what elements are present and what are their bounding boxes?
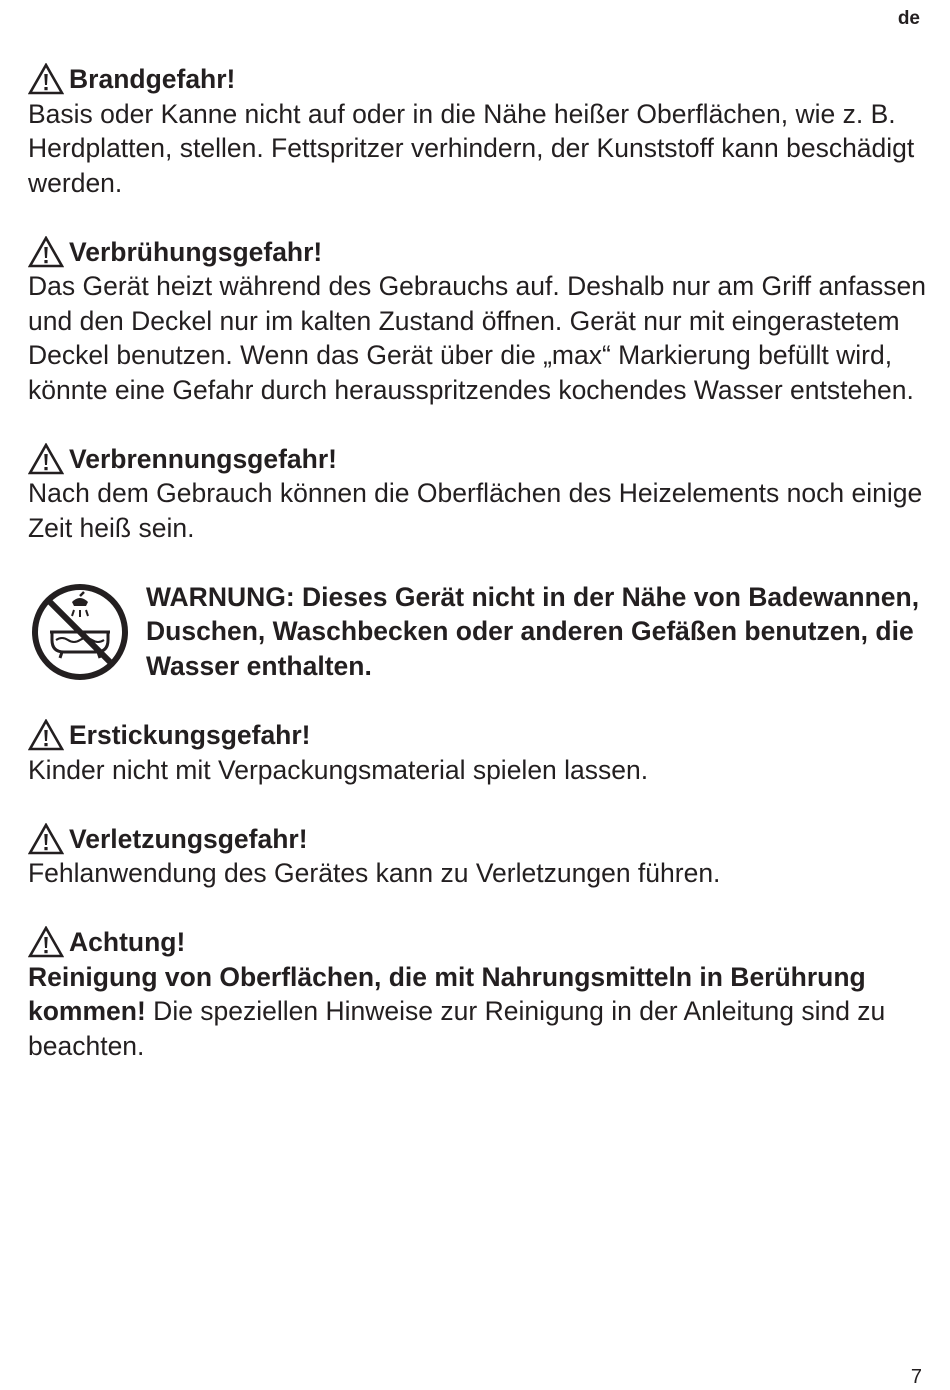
- bath-warning-text: WARNUNG: Dieses Gerät nicht in der Nähe von Badewannen, Duschen, Waschbecken oder anderen Gefäßen benutzen, die Wasser enthalten.: [146, 581, 920, 681]
- safety-instructions: [28, 62, 928, 1098]
- page-number: 7: [910, 1366, 922, 1388]
- section-heading: [28, 822, 928, 857]
- warning-triangle-icon: [28, 63, 64, 95]
- heading-text: Erstickungsgefahr!: [69, 720, 311, 750]
- section-attention: [28, 925, 928, 1063]
- heading-text: Verletzungsgefahr!: [69, 823, 308, 854]
- section-heading: [28, 925, 928, 960]
- section-fire-hazard: [28, 62, 928, 200]
- warning-triangle-icon: [28, 823, 64, 855]
- warning-triangle-icon: [28, 236, 64, 268]
- warning-triangle-icon: [28, 719, 64, 751]
- bath-warning: [28, 580, 928, 684]
- heading-text: Achtung!: [69, 927, 186, 957]
- section-text: [28, 960, 928, 1064]
- section-heading: [28, 235, 928, 270]
- language-tag: de: [897, 8, 920, 29]
- heading-text: Verbrennungsgefahr!: [69, 443, 337, 474]
- section-text: Basis oder Kanne nicht auf oder in die Nähe heißer Oberflächen, wie z. B. Herdplatten, stellen. Fettspritzer verhindern, der Kunststoff kann beschädigt werden.: [28, 98, 915, 198]
- section-heading: [28, 442, 928, 477]
- warning-triangle-icon: [28, 443, 64, 475]
- section-injury-hazard: [28, 822, 928, 891]
- warning-triangle-icon: [28, 926, 64, 958]
- section-heading: [28, 62, 928, 97]
- no-water-near-bath-icon: [28, 580, 132, 684]
- attention-bold-text: Reinigung von Oberflächen, die mit Nahrungsmitteln in Berührung kommen!: [28, 961, 866, 1026]
- section-text: Kinder nicht mit Verpackungsmaterial spielen lassen.: [28, 754, 649, 785]
- section-scald-hazard: [28, 235, 928, 408]
- heading-text: Brandgefahr!: [69, 64, 236, 94]
- heading-text: Verbrühungsgefahr!: [69, 236, 323, 267]
- section-text: Das Gerät heizt während des Gebrauchs auf. Deshalb nur am Griff anfassen und den Deckel nur im kalten Zustand öffnen. Gerät nur mit eingerastetem Deckel benutzen. Wenn das Gerät über die „max“ Markierung befüllt wird, könnte eine Gefahr durch herausspritzendes kochendes Wasser entstehen.: [28, 271, 927, 405]
- attention-text: Die speziellen Hinweise zur Reinigung in der Anleitung sind zu beachten.: [28, 996, 886, 1061]
- section-heading: [28, 718, 928, 753]
- section-text: Fehlanwendung des Gerätes kann zu Verletzungen führen.: [28, 858, 721, 888]
- section-suffocation-hazard: [28, 718, 928, 787]
- section-text: Nach dem Gebrauch können die Oberflächen des Heizelements noch einige Zeit heiß sein.: [28, 478, 923, 543]
- section-burn-hazard: [28, 442, 928, 546]
